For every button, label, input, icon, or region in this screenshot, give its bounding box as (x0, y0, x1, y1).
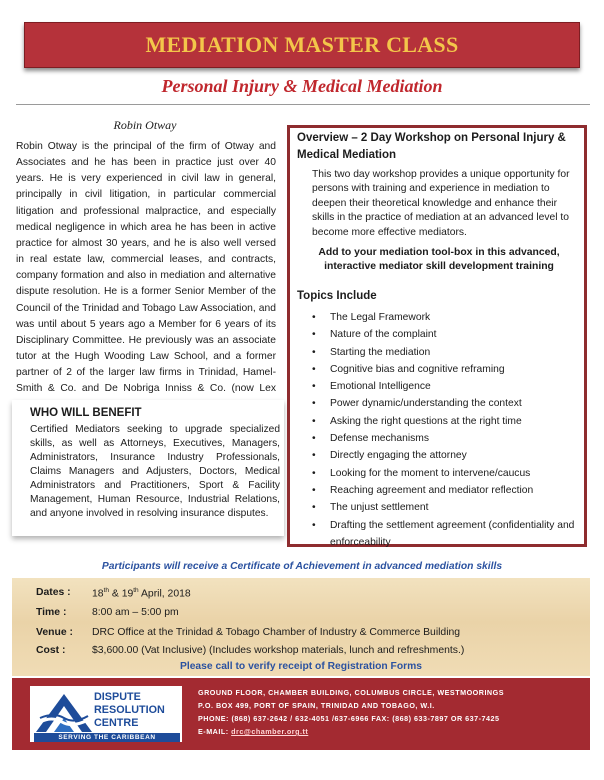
logo-tagline: SERVING THE CARIBBEAN (34, 733, 180, 742)
page-title: MEDIATION MASTER CLASS (145, 32, 459, 57)
bullet-icon: • (312, 519, 316, 531)
venue-value: DRC Office at the Trinidad & Tobago Chamber of Industry & Commerce Building (92, 627, 461, 638)
page-subtitle: Personal Injury & Medical Mediation (161, 76, 443, 96)
bullet-icon: • (312, 312, 316, 323)
overview-heading: Overview – 2 Day Workshop on Personal Injury & Medical Mediation (297, 132, 566, 161)
list-item: • Power dynamic/understanding the context (312, 395, 582, 412)
logo-text-line2: RESOLUTION (94, 704, 165, 716)
list-item: • Reaching agreement and mediator reflection (312, 482, 582, 499)
bullet-icon: • (312, 398, 316, 410)
bullet-icon: • (312, 415, 316, 427)
who-will-benefit-text: Certified Mediators seeking to upgrade specialized skills, as well as Attorneys, Executives, Managers, Administrators, Insurance Industry Professionals, Claims Managers and Adjusters, Doctors, Medical Administrators and Practitioners, Sport & Facility Management, Human Resource, Industrial Relations, and anyone involved in resolving insurance disputes. (30, 424, 280, 519)
list-item: • Directly engaging the attorney (312, 447, 582, 464)
presenter-name: Robin Otway (113, 118, 177, 132)
bullet-icon: • (312, 484, 316, 496)
topics-title: Topics Include (297, 290, 377, 302)
bullet-icon: • (312, 381, 316, 393)
overview-callout: Add to your mediation tool-box in this advanced, interactive mediator skill development training (318, 247, 560, 273)
time-label: Time : (36, 607, 67, 618)
bullet-icon: • (312, 502, 316, 514)
list-item: • Asking the right questions at the right time (312, 413, 582, 430)
list-item: • Emotional Intelligence (312, 378, 582, 395)
footer-email: E-MAIL: drc@chamber.org.tt (198, 727, 309, 736)
presenter-bio: Robin Otway is the principal of the firm of Otway and Associates and he has been in practice just over 40 years. He is very experienced in civil law in general, principally in civil litigation, in particular commercial litigation and professional malpractice, and especially medical negligence in which area he has been in active practice for almost 30 years, and he is also well versed in real estate law, commercial leases, and contracts, company formation and also in mediation and alternative dispute resolution. He is a former Senior Member of the Council of the Trinidad and Tobago Law Association, and was until about 5 years ago a Member for 6 years of its Disciplinary Committee. He previously was an associate tutor at the Hugh Wooding Law School, and a former partner of 2 of the larger law firms in Trinidad, Hamel-Smith & Co. and De Nobriga Inniss & Co. (now Lex (16, 141, 276, 395)
cost-label: Cost : (36, 645, 66, 656)
list-item: • Cognitive bias and cognitive reframing (312, 361, 582, 378)
dates-label: Dates : (36, 587, 71, 598)
list-item: • Defense mechanisms (312, 430, 582, 447)
who-will-benefit-title: WHO WILL BENEFIT (30, 407, 142, 419)
handshake-logo-icon (32, 688, 96, 734)
bullet-icon: • (312, 363, 316, 375)
list-item: • Drafting the settlement agreement (confidentiality and enforceability (312, 517, 582, 552)
bullet-icon: • (312, 346, 316, 358)
email-link[interactable]: drc@chamber.org.tt (231, 727, 309, 736)
bullet-icon: • (312, 467, 316, 479)
divider (16, 104, 590, 105)
dates-value: 18th & 19th April, 2018 (92, 587, 191, 600)
list-item: • Starting the mediation (312, 344, 582, 361)
venue-label: Venue : (36, 627, 73, 638)
logo-text-line3: CENTRE (94, 717, 139, 729)
list-item: • Nature of the complaint (312, 326, 582, 343)
list-item: • Looking for the moment to intervene/caucus (312, 465, 582, 482)
bullet-icon: • (312, 329, 316, 341)
registration-note: Please call to verify receipt of Registration Forms (179, 661, 423, 672)
topics-list (312, 309, 582, 551)
title-banner (24, 22, 580, 68)
certificate-note: Participants will receive a Certificate of Achievement in advanced mediation skills (101, 561, 503, 572)
bullet-icon: • (312, 450, 316, 462)
time-value: 8:00 am – 5:00 pm (92, 607, 179, 618)
list-item: • The unjust settlement (312, 499, 582, 516)
bullet-icon: • (312, 433, 316, 445)
logo-text-line1: DISPUTE (94, 691, 141, 703)
footer-address-1: GROUND FLOOR, CHAMBER BUILDING, COLUMBUS CIRCLE, WESTMOORINGS (198, 688, 505, 697)
footer-address-2: P.O. BOX 499, PORT OF SPAIN, TRINIDAD AND TOBAGO, W.I. (198, 701, 435, 710)
list-item: • The Legal Framework (312, 309, 582, 326)
footer-phone: PHONE: (868) 637-2642 / 632-4051 /637-6966 FAX: (868) 633-7897 OR 637-7425 (198, 714, 500, 723)
overview-paragraph: This two day workshop provides a unique opportunity for persons with training and experience in mediation to deepen their theoretical knowledge and enhance their skills in the practice of mediation at an advanced level to become more effective mediators. (312, 169, 570, 238)
cost-value: $3,600.00 (Vat Inclusive) (Includes workshop materials, lunch and refreshments.) (92, 645, 465, 656)
